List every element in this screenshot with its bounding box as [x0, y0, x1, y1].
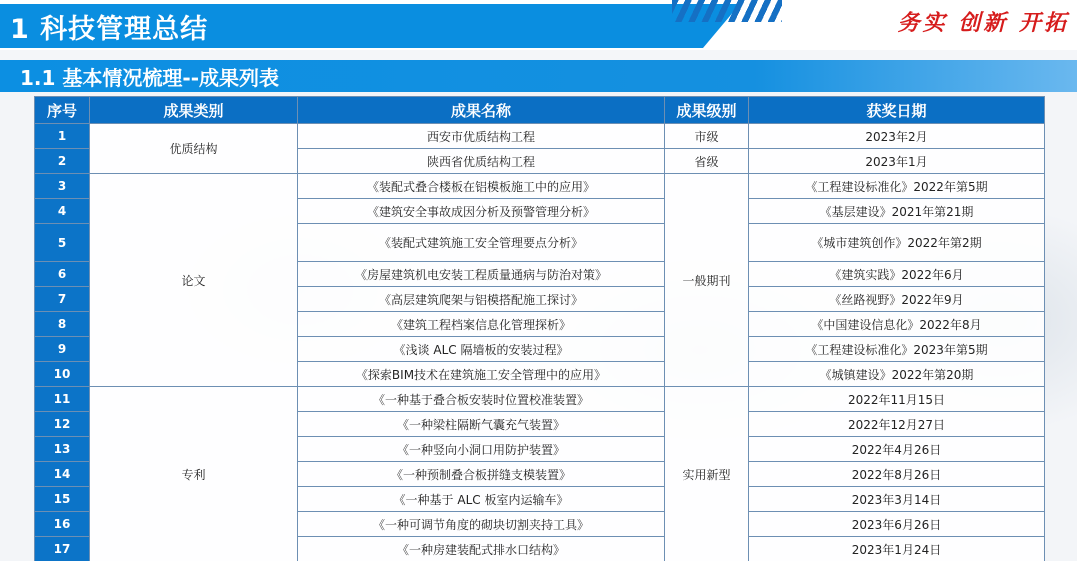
date-cell: 2023年2月 — [749, 124, 1045, 149]
row-number: 13 — [35, 437, 90, 462]
achievement-name: 《装配式建筑施工安全管理要点分析》 — [298, 224, 665, 262]
date-cell: 《工程建设标准化》2022年第5期 — [749, 174, 1045, 199]
table-header-row — [35, 97, 1045, 124]
date-cell: 2023年6月26日 — [749, 512, 1045, 537]
date-cell: 2023年1月 — [749, 149, 1045, 174]
page-title: 1 科技管理总结 — [10, 14, 209, 45]
category-cell: 专利 — [90, 387, 298, 561]
row-number: 6 — [35, 262, 90, 287]
achievement-name: 《一种可调节角度的砌块切割夹持工具》 — [298, 512, 665, 537]
achievement-name: 《一种预制叠合板拼缝支模装置》 — [298, 462, 665, 487]
level-cell: 省级 — [665, 149, 749, 174]
achievement-name: 《建筑工程档案信息化管理探析》 — [298, 312, 665, 337]
col-header-date: 获奖日期 — [749, 97, 1045, 124]
date-cell: 2022年8月26日 — [749, 462, 1045, 487]
date-cell: 2023年3月14日 — [749, 487, 1045, 512]
date-cell: 《城市建筑创作》2022年第2期 — [749, 224, 1045, 262]
col-header-level: 成果级别 — [665, 97, 749, 124]
achievement-name: 《一种基于叠合板安装时位置校准装置》 — [298, 387, 665, 412]
level-cell: 实用新型 — [665, 387, 749, 561]
row-number: 5 — [35, 224, 90, 262]
achievement-name: 《房屋建筑机电安装工程质量通病与防治对策》 — [298, 262, 665, 287]
table-row — [35, 174, 1045, 199]
achievement-name: 西安市优质结构工程 — [298, 124, 665, 149]
achievement-name: 《高层建筑爬架与铝模搭配施工探讨》 — [298, 287, 665, 312]
row-number: 10 — [35, 362, 90, 387]
achievement-table — [34, 96, 1045, 561]
achievement-name: 《探索BIM技术在建筑施工安全管理中的应用》 — [298, 362, 665, 387]
date-cell: 《建筑实践》2022年6月 — [749, 262, 1045, 287]
row-number: 16 — [35, 512, 90, 537]
date-cell: 2022年4月26日 — [749, 437, 1045, 462]
date-cell: 2022年12月27日 — [749, 412, 1045, 437]
row-number: 11 — [35, 387, 90, 412]
achievement-name: 《一种竖向小洞口用防护装置》 — [298, 437, 665, 462]
row-number: 9 — [35, 337, 90, 362]
achievement-name: 《装配式叠合楼板在铝模板施工中的应用》 — [298, 174, 665, 199]
row-number: 12 — [35, 412, 90, 437]
date-cell: 《基层建设》2021年第21期 — [749, 199, 1045, 224]
row-number: 8 — [35, 312, 90, 337]
table-row — [35, 124, 1045, 149]
achievement-name: 陕西省优质结构工程 — [298, 149, 665, 174]
col-header-name: 成果名称 — [298, 97, 665, 124]
slogan: 务实 创新 开拓 — [897, 10, 1069, 36]
row-number: 1 — [35, 124, 90, 149]
achievement-name: 《一种梁柱隔断气囊充气装置》 — [298, 412, 665, 437]
col-header-category: 成果类别 — [90, 97, 298, 124]
level-cell: 市级 — [665, 124, 749, 149]
row-number: 4 — [35, 199, 90, 224]
row-number: 15 — [35, 487, 90, 512]
section-bar — [0, 60, 1077, 92]
date-cell: 《中国建设信息化》2022年8月 — [749, 312, 1045, 337]
category-cell: 优质结构 — [90, 124, 298, 174]
category-cell: 论文 — [90, 174, 298, 387]
achievement-name: 《建筑安全事故成因分析及预警管理分析》 — [298, 199, 665, 224]
level-cell: 一般期刊 — [665, 174, 749, 387]
date-cell: 《丝路视野》2022年9月 — [749, 287, 1045, 312]
row-number: 17 — [35, 537, 90, 561]
title-bar — [0, 0, 1077, 50]
date-cell: 《城镇建设》2022年第20期 — [749, 362, 1045, 387]
row-number: 7 — [35, 287, 90, 312]
row-number: 14 — [35, 462, 90, 487]
achievement-name: 《一种房建装配式排水口结构》 — [298, 537, 665, 561]
row-number: 3 — [35, 174, 90, 199]
decorative-stripes — [672, 0, 782, 22]
achievement-name: 《一种基于 ALC 板室内运输车》 — [298, 487, 665, 512]
col-header-no: 序号 — [35, 97, 90, 124]
row-number: 2 — [35, 149, 90, 174]
section-title: 1.1 基本情况梳理--成果列表 — [20, 66, 279, 90]
table-row — [35, 387, 1045, 412]
date-cell: 2022年11月15日 — [749, 387, 1045, 412]
achievement-name: 《浅谈 ALC 隔墙板的安装过程》 — [298, 337, 665, 362]
date-cell: 《工程建设标准化》2023年第5期 — [749, 337, 1045, 362]
date-cell: 2023年1月24日 — [749, 537, 1045, 561]
